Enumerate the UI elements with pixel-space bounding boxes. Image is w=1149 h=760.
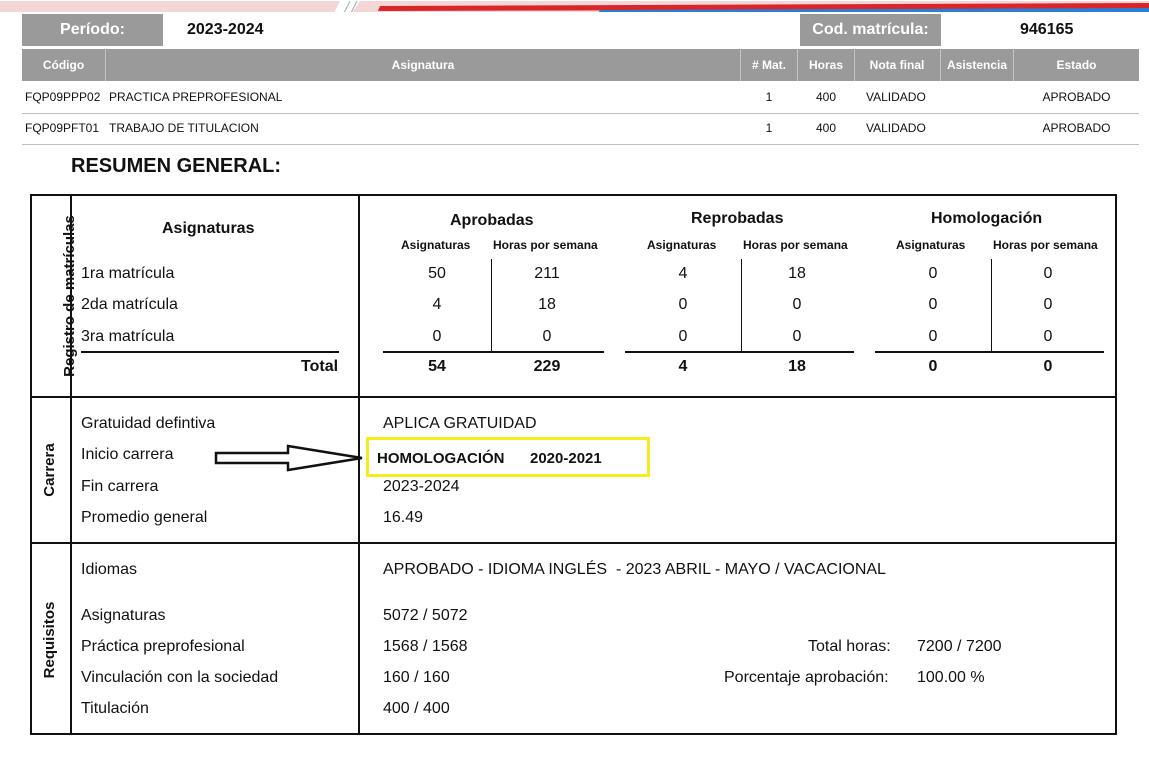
req-label-asignaturas: Asignaturas <box>81 607 166 624</box>
cell-horas: 400 <box>815 90 837 104</box>
periodo-label: Período: <box>22 14 163 46</box>
cell-codigo: FQP09PFT01 <box>25 121 100 135</box>
value-cell: 4 <box>678 265 688 282</box>
matricula-label: Cod. matrícula: <box>800 14 941 46</box>
req-value-practica: 1568 / 1568 <box>383 638 468 655</box>
sub-asignaturas: Asignaturas <box>647 238 717 252</box>
value-cell: 211 <box>534 265 560 282</box>
total-rule <box>875 351 1104 353</box>
value-cell: 18 <box>538 296 556 313</box>
carrera-value-promedio: 16.49 <box>383 509 424 526</box>
col-asistencia: Asistencia <box>946 58 1008 72</box>
total-value: 0 <box>1043 358 1053 375</box>
band-graphic <box>0 1 1149 12</box>
value-cell: 0 <box>928 296 938 313</box>
periodo-value: 2023-2024 <box>187 21 264 38</box>
cell-asignatura: TRABAJO DE TITULACION <box>109 121 259 135</box>
group-divider <box>741 259 742 353</box>
value-cell: 0 <box>1043 265 1053 282</box>
req-label-practica: Práctica preprofesional <box>81 638 245 655</box>
col-codigo: Código <box>42 58 85 72</box>
asignaturas-heading: Asignaturas <box>162 220 255 237</box>
total-label: Total <box>301 358 339 375</box>
total-value: 18 <box>788 358 806 375</box>
sub-horas: Horas por semana <box>993 238 1098 252</box>
col-mat: # Mat. <box>751 58 786 72</box>
porcentaje-label: Porcentaje aprobación: <box>724 669 889 686</box>
cell-mat: 1 <box>765 90 773 104</box>
carrera-label-gratuidad: Gratuidad defintiva <box>81 415 216 432</box>
req-value-asignaturas: 5072 / 5072 <box>383 607 468 624</box>
req-label-titulacion: Titulación <box>81 700 149 717</box>
total-value: 229 <box>533 358 561 375</box>
value-cell: 4 <box>432 296 442 313</box>
carrera-value-fin: 2023-2024 <box>383 478 460 495</box>
carrera-label-promedio: Promedio general <box>81 509 208 526</box>
row-label-1ra: 1ra matrícula <box>81 265 175 282</box>
value-cell: 0 <box>792 328 802 345</box>
sub-horas: Horas por semana <box>743 238 848 252</box>
cell-horas: 400 <box>815 121 837 135</box>
total-value: 0 <box>928 358 938 375</box>
course-table-header <box>22 49 1139 81</box>
cell-estado: APROBADO <box>1042 121 1111 135</box>
idiomas-value: APROBADO - IDIOMA INGLÉS - 2023 ABRIL - MAYO / VACACIONAL <box>383 561 886 578</box>
carrera-side-label: Carrera <box>41 443 58 497</box>
group-reprobadas: Reprobadas <box>691 210 784 227</box>
cell-mat: 1 <box>765 121 773 135</box>
cell-estado: APROBADO <box>1042 90 1111 104</box>
carrera-value-gratuidad: APLICA GRATUIDAD <box>383 415 537 432</box>
registro-side-label: Registro de matrículas <box>61 215 78 377</box>
sub-horas: Horas por semana <box>493 238 598 252</box>
req-value-titulacion: 400 / 400 <box>383 700 450 717</box>
row-label-3ra: 3ra matrícula <box>81 328 175 345</box>
value-cell: 0 <box>678 328 688 345</box>
col-horas: Horas <box>808 58 843 72</box>
section-divider <box>30 542 1117 544</box>
value-cell: 18 <box>788 265 806 282</box>
value-cell: 0 <box>928 265 938 282</box>
col-estado: Estado <box>1056 58 1097 72</box>
value-cell: 0 <box>542 328 552 345</box>
top-decorative-band <box>0 0 1149 12</box>
req-label-vinculacion: Vinculación con la sociedad <box>81 669 279 686</box>
group-divider <box>991 259 992 353</box>
annotation-arrow-icon <box>214 444 370 474</box>
value-cell: 50 <box>428 265 446 282</box>
value-cell: 0 <box>432 328 442 345</box>
total-rule <box>625 351 854 353</box>
req-value-vinculacion: 160 / 160 <box>383 669 450 686</box>
value-cell: 0 <box>928 328 938 345</box>
value-cell: 0 <box>1043 328 1053 345</box>
carrera-label-inicio: Inicio carrera <box>81 446 174 463</box>
cell-nota: VALIDADO <box>866 121 926 135</box>
group-aprobadas: Aprobadas <box>450 212 534 229</box>
cell-nota: VALIDADO <box>866 90 926 104</box>
requisitos-side-label: Requisitos <box>41 601 58 679</box>
cell-codigo: FQP09PPP02 <box>25 90 101 104</box>
total-rule <box>383 351 604 353</box>
idiomas-label: Idiomas <box>81 561 138 578</box>
col-asignatura: Asignatura <box>391 58 455 72</box>
value-cell: 0 <box>792 296 802 313</box>
total-rule <box>81 351 339 353</box>
total-horas-label: Total horas: <box>808 638 891 655</box>
sub-asignaturas: Asignaturas <box>896 238 966 252</box>
summary-title: RESUMEN GENERAL: <box>71 155 282 177</box>
homologacion-word: HOMOLOGACIÓN <box>377 450 505 467</box>
table-row <box>22 113 1139 145</box>
porcentaje-value: 100.00 % <box>917 669 985 686</box>
carrera-label-fin: Fin carrera <box>81 478 159 495</box>
group-homologacion: Homologación <box>931 210 1043 227</box>
table-row <box>22 82 1139 114</box>
value-cell: 0 <box>1043 296 1053 313</box>
homologacion-years: 2020-2021 <box>530 450 602 467</box>
value-cell: 0 <box>678 296 688 313</box>
section-divider <box>30 396 1117 398</box>
cell-asignatura: PRACTICA PREPROFESIONAL <box>109 90 283 104</box>
total-horas-value: 7200 / 7200 <box>917 638 1002 655</box>
total-value: 4 <box>678 358 688 375</box>
col-nota: Nota final <box>869 58 925 72</box>
sub-asignaturas: Asignaturas <box>401 238 471 252</box>
row-label-2da: 2da matrícula <box>81 296 178 313</box>
matricula-value: 946165 <box>1020 21 1074 38</box>
group-divider <box>491 259 492 353</box>
total-value: 54 <box>428 358 446 375</box>
